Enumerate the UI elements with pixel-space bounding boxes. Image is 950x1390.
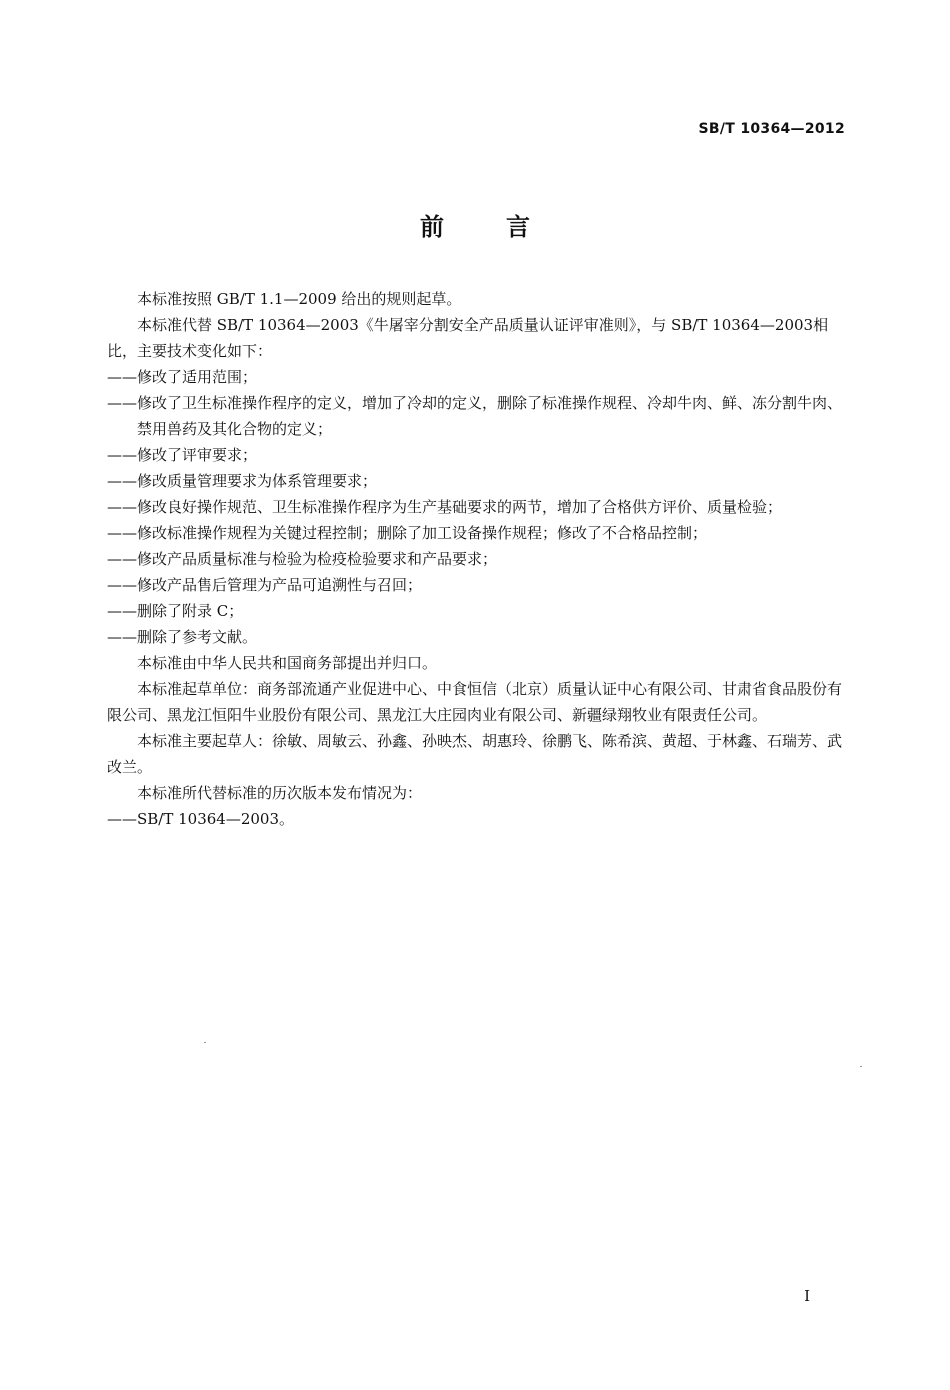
standard-code: SB/T 10364—2012 [698, 121, 845, 137]
change-list-item: ——修改了评审要求； [107, 446, 258, 464]
change-list-item: ——修改质量管理要求为体系管理要求； [107, 472, 378, 490]
change-list-item: ——修改标准操作规程为关键过程控制；删除了加工设备操作规程；修改了不合格品控制； [107, 524, 708, 542]
paragraph: 本标准起草单位：商务部流通产业促进中心、中食恒信（北京）质量认证中心有限公司、甘肃省食品股份有限公司、黑龙江恒阳牛业股份有限公司、黑龙江大庄园肉业有限公司、新疆绿翔牧业有限责任公司。 [107, 680, 843, 724]
page-number: I [804, 1287, 810, 1305]
change-list-item: ——删除了参考文献。 [107, 628, 258, 646]
paragraph: 本标准按照 GB/T 1.1—2009 给出的规则起草。 [137, 290, 462, 308]
paragraph: 本标准所代替标准的历次版本发布情况为： [137, 784, 423, 802]
change-list-item: ——修改了适用范围； [107, 368, 258, 386]
scan-speck [204, 1042, 206, 1043]
change-list-item: ——修改产品质量标准与检验为检疫检验要求和产品要求； [107, 550, 498, 568]
paragraph: 本标准代替 SB/T 10364—2003《牛屠宰分割安全产品质量认证评审准则》，与 SB/T 10364—2003相比，主要技术变化如下： [107, 316, 829, 360]
foreword-body [107, 286, 845, 832]
change-list-item: ——修改良好操作规范、卫生标准操作程序为生产基础要求的两节，增加了合格供方评价、质量检验； [107, 498, 783, 516]
change-list-item: ——修改了卫生标准操作程序的定义，增加了冷却的定义，删除了标准操作规程、冷却牛肉、鲜、冻分割牛肉、禁用兽药及其化合物的定义； [107, 394, 843, 438]
version-list-item: ——SB/T 10364—2003。 [107, 810, 295, 828]
paragraph: 本标准由中华人民共和国商务部提出并归口。 [137, 654, 438, 672]
change-list-item: ——修改产品售后管理为产品可追溯性与召回； [107, 576, 423, 594]
paragraph: 本标准主要起草人：徐敏、周敏云、孙鑫、孙映杰、胡惠玲、徐鹏飞、陈希滨、黄超、于林鑫、石瑞芳、武改兰。 [107, 732, 843, 776]
scan-speck [860, 1066, 862, 1067]
change-list-item: ——删除了附录 C； [107, 602, 244, 620]
page-title: 前言 [420, 212, 592, 241]
